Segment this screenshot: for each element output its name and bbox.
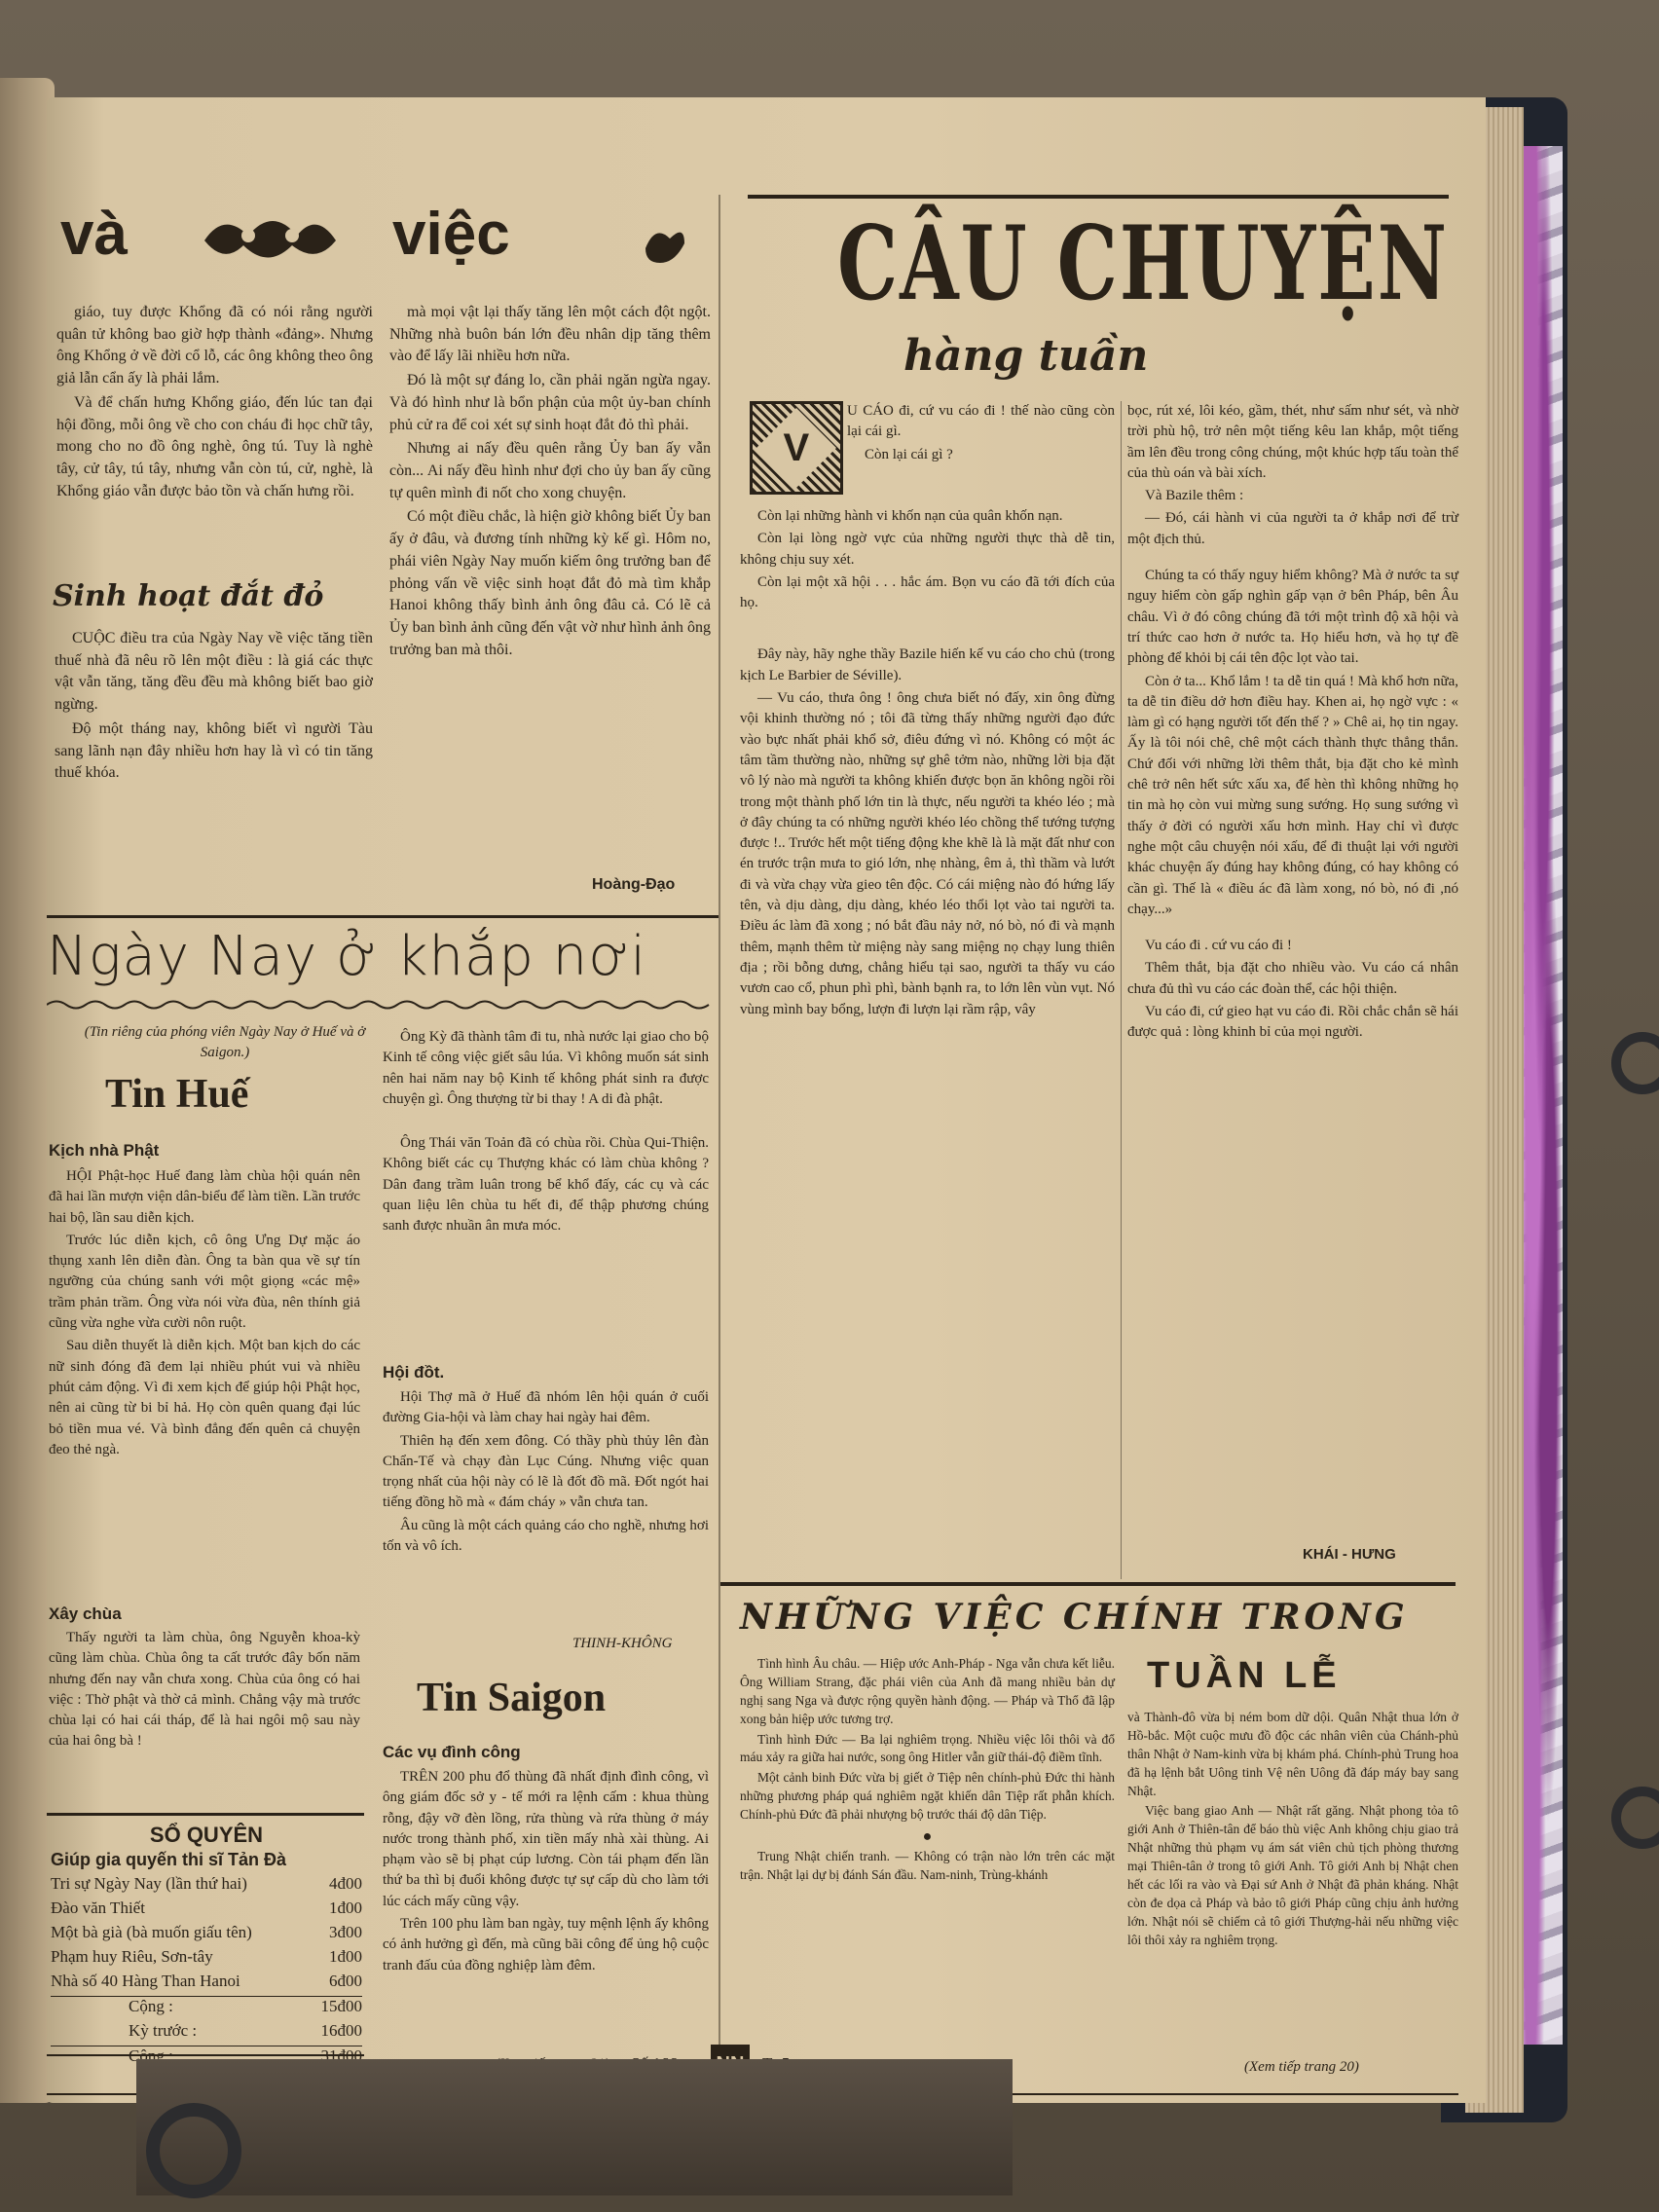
divider (720, 1582, 1456, 1586)
paragraph: Nhưng ai nấy đều quên rằng Ủy ban ấy vẫn còn... Ai nấy đều hình như đợi cho ủy ban ấy cũng tự quên mình đi nốt cho xong chuyện. (389, 440, 711, 501)
section-title-va: và (60, 201, 128, 268)
divider (47, 915, 719, 918)
xay-chua-heading: Xây chùa (49, 1604, 122, 1623)
flourish-icon (641, 224, 689, 267)
section-title-viec: việc (392, 201, 510, 268)
paragraph: Còn ở ta... Khổ lắm ! ta dễ tin quá ! Mà khổ hơn nữa, ta dễ tin điều dở hơn điều hay. Khen ai, họ ngờ vực : « làm gì có hạng người tốt đến thế ? » Chê ai, họ tin ngay. Ấy là tôi nói chê, chê một cách thành thực thẳng thắn. Chứ đối với những lời thêm thắt, bịa đặt cho kẻ mình chê trở nên hết sức xấu xa, để hèn thì không những họ tin mà họ còn vui mừng sung sướng. Họ sung sướng vì thấy ở đời có người xấu hơn mình. Hay chỉ vì được nghe một câu chuyện nói xấu, để đi thuật lại với người khác chuyện ấy đúng hay không đúng, có hay không có cần gì. Thế là « điều ác đã làm xong, nó bò, nó đi ,nó chạy...» (1127, 673, 1458, 917)
tuan-le-title: TUẦN LỄ (1147, 1655, 1342, 1696)
paragraph: Vu cáo đi, cứ gieo hạt vu cáo đi. Rồi chắc chắn sẽ hái được quả : lòng khinh bỉ của mọi người. (1127, 1004, 1458, 1041)
intro-column-1 (56, 302, 373, 504)
paragraph: Trước lúc diễn kịch, cô ông Ưng Dự mặc áo thụng xanh lên diễn đàn. Ông ta bàn qua về sự tín ngưỡng của chúng sanh với một giọng «các mệ» trầm phản trầm. Ông vừa nói vừa đùa, nên thính giả cũng vừa nghe vừa cười nôn ruột. (49, 1232, 360, 1332)
paragraph: Còn lại một xã hội . . . hắc ám. Bọn vu cáo đã tới đích của họ. (740, 573, 1115, 611)
paragraph: HỘI Phật-học Huế đang làm chùa hội quán nên đã hai lần mượn viện dân-biểu để làm tiền. Lần trước hai bộ, lần sau diễn kịch. (49, 1168, 360, 1226)
paragraph: Thấy người ta làm chùa, ông Nguyễn khoa-kỳ cũng làm chùa. Chùa ông ta cất trước đây bốn năm nhưng đến nay vẫn chưa xong. Chùa của ông có hai việc : Thờ phật và thờ cả mình. Chẳng vậy mà trước chùa lại có hai cái tháp, để là hai ngôi mộ sau này của hai ông bà ! (49, 1630, 360, 1750)
nhung-viec-column-1 (740, 1655, 1115, 1887)
divider (47, 1813, 364, 1816)
so-quyen-box (51, 1823, 362, 2071)
donation-row: Phạm huy Riêu, Sơn-tây 1đ00 (51, 1947, 362, 1966)
paragraph: Tình hình Âu châu. — Hiệp ước Anh-Pháp - Nga vẫn chưa kết liễu. Ông William Strang, đặc phái viên của Anh đã mang nhiều bản dự nghị sang Nga và được rộng quyền hành động. — Pháp và Thổ đã lập xong bản hiệp ước tương trợ. (740, 1656, 1115, 1726)
donation-list (51, 1874, 362, 2071)
paragraph: giáo, tuy được Khổng đã có nói rằng người quân tử không bao giờ hợp thành «đảng». Nhưng ông Khổng ở về đời cổ lỗ, các ông không theo ông giả lẫn cẩn ấy là phải lắm. (56, 304, 373, 387)
paragraph: CUỘC điều tra của Ngày Nay về việc tăng tiền thuế nhà đã nêu rõ lên một điều : là giá các thực vật vẫn tăng, tăng đều đều mà không biết bao giờ ngừng. (55, 630, 373, 714)
cau-chuyen-title: CÂU CHUYỆN (837, 204, 1450, 324)
ngay-nay-column-2 (383, 1027, 709, 1239)
paragraph: Vu cáo đi . cứ vu cáo đi ! (1145, 938, 1292, 954)
drop-cap-box (750, 401, 843, 495)
donation-row: Tri sự Ngày Nay (lần thứ hai) 4đ00 (51, 1874, 362, 1893)
drop-cap-letter: V (783, 425, 810, 469)
donation-row: Một bà già (bà muốn giấu tên) 3đ00 (51, 1923, 362, 1941)
wave-divider (47, 998, 719, 1012)
newspaper-page (47, 97, 1486, 2103)
paragraph: Ông Thái văn Toản đã có chùa rồi. Chùa Qui-Thiện. Không biết các cụ Thượng khác có làm chùa không ? Dân đang trầm luân trong bể khổ đấy, các cụ và các quan liệu lên chùa tu hết đi, để thập phương chúng sanh được nhuần ân mưa móc. (383, 1135, 709, 1235)
paragraph: Việc bang giao Anh — Nhật rất găng. Nhật phong tỏa tô giới Anh ở Thiên-tân để báo thù việc Anh không chịu giao trả Nhật những thủ phạm vụ ám sát viên chủ tịch phòng thương mại Thiên-tân ở trong tô giới Anh. Tô giới Anh bị Nhật chen hết các lối ra vào và Đại sứ Anh ở Nhật đã phản kháng. Nhật còn đe dọa cả Pháp và bảo tô giới Pháp cũng chịu ảnh hưởng lớn. Nhật nói sẽ chiếm cả tô giới Thượng-hải nếu những việc lôi thôi xảy ra nghiêm trọng. (1127, 1803, 1458, 1947)
sinh-hoat-text (55, 628, 373, 787)
paragraph: Còn lại những hành vi khốn nạn của quân khốn nạn. (757, 508, 1063, 524)
donation-subtotal: Cộng : 15đ00 (129, 1997, 362, 2015)
dinh-cong-text (383, 1767, 709, 1978)
hoi-dot-heading: Hội đồt. (383, 1363, 445, 1382)
sinh-hoat-heading: Sinh hoạt đắt đỏ (53, 579, 324, 613)
tin-saigon-heading: Tin Saigon (417, 1676, 607, 1720)
donation-row: Nhà số 40 Hàng Than Hanoi 6đ00 (51, 1972, 362, 1997)
divider (748, 195, 1449, 199)
paragraph: U CÁO đi, cứ vu cáo đi ! thế nào cũng còn lại cái gì. (847, 403, 1115, 440)
paragraph: Trên 100 phu làm ban ngày, tuy mệnh lệnh ấy không có ảnh hưởng gì đến, mà cũng bãi công để ủng hộ cuộc tranh đấu của đồng nghiệp làm đêm. (383, 1916, 709, 1973)
nhung-viec-column-2 (1127, 1709, 1458, 1952)
paragraph: Hội Thợ mã ở Huế đã nhóm lên hội quán ở cuối đường Gia-hội và làm chay hai ngày hai đêm. (383, 1389, 709, 1426)
paragraph: Đây này, hãy nghe thầy Bazile hiến kế vu cáo cho chủ (trong kịch Le Barbier de Séville). (740, 646, 1115, 683)
paragraph: Một cảnh binh Đức vừa bị giết ở Tiệp nên chính-phủ Đức thi hành những phương pháp quá nghiêm ngặt khiến dân Tiệp rất phẫn khích. Chính-phủ Đức đã phải nhượng bộ trước thái độ dân Tiệp. (740, 1770, 1115, 1823)
paragraph: mà mọi vật lại thấy tăng lên một cách đột ngột. Những nhà buôn bán lớn đều nhân dịp tăng thêm vào để lấy lãi nhiều hơn nữa. (389, 304, 711, 365)
xay-chua-text (49, 1628, 360, 1754)
drop-cap-diamond (756, 408, 836, 488)
paragraph: Và để chấn hưng Khổng giáo, đến lúc tan đại hội đồng, mỗi ông về cho con cháu đi học chữ tây, mong cho no đồ ông nghè, ông tú. Tuy là nghè tây, cử tây, tú tây, nhưng vẫn còn tú, cử, nghè, là Khổng giáo vẫn được bảo tồn và chấn hưng rồi. (56, 393, 373, 499)
paragraph: — Vu cáo, thưa ông ! ông chưa biết nó đấy, xin ông đừng vội khinh thường nó ; tôi đã từng thấy những người đạo đức vào bực nhất phải khổ sở, điêu đứng vì nó. Không có một ác tâm tầm thường nào, những sự ghê tởm nào, những lời bịa đặt vô lý nào mà người ta không khiến được bọn ăn không ngồi rồi trong một thành phố lớn tin là thực, nếu người ta khéo léo ; mà ở đây chúng ta có những người khéo léo chồng thể tướng tượng được !.. Trước hết một tiếng động khe khẽ là là mặt đất như con én trước trận mưa to gió lớn, nhẹ nhàng, êm ả, thì thầm và lướt đi và vừa chạy vừa gieo tên độc. Có cái miệng nào đó hứng lấy tên, và dịu dàng, dịu dàng, khéo léo thổi lọt vào tai người ta. Điều ác làm đã xong ; nó bắt đầu nảy nở, nó bò, nó đi và mạnh thêm, mạnh thêm từ miệng này sang miệng nọ chạy lung thiên địa ; rồi bỗng dưng, chẳng hiểu tại sao, người ta thấy vu cáo vươn cao cổ, phun phì phì, bành bạnh ra, to lớn lên vùn vụt. Nó vùng mình bay bổng, lượn đi lượn lại rầm rập, vây (740, 690, 1115, 1017)
paragraph: TRÊN 200 phu đổ thùng đã nhất định đình công, vì ông giám đốc sở y - tế mới ra lệnh cấm : khua thùng rỗng, đậy vỡ đèn lồng, rửa thùng và rửa thùng ở máy nước trong thành phố, xin tiền mấy nhà xài thùng. Ai phạm vào sẽ bị phạt cúp lương. Còn tái phạm đến lần thứ ba thì bị đuổi không được tự sự cấp dù cho làm tới lúc cách mấy cũng vậy. (383, 1769, 709, 1909)
intro-column-2 (389, 302, 711, 664)
paragraph: Đó là một sự đáng lo, cần phải ngăn ngừa ngay. Và đó hình như là bổn phận của một ủy-ban chính phủ cử ra để coi xét sự sinh hoạt đắt đỏ thì phải. (389, 372, 711, 433)
signature-thinh-khong: THINH-KHÔNG (572, 1636, 673, 1651)
nhung-viec-title: NHỮNG VIỆC CHÍNH TRONG (740, 1597, 1409, 1638)
divider (47, 2054, 364, 2056)
ngay-nay-subtitle: (Tin riêng của phóng viên Ngày Nay ở Huế và ở Saigon.) (84, 1024, 366, 1061)
paragraph: Âu cũng là một cách quảng cáo cho nghề, nhưng hơi tốn và vô ích. (383, 1517, 709, 1555)
paragraph: Và Bazile thêm : (1145, 488, 1244, 504)
paragraph: Chúng ta có thấy nguy hiểm không? Mà ở nước ta sự nguy hiểm còn gấp nghìn gấp vạn ở bên Pháp, bên Âu châu. Vì ở đó công chúng đã tới một trình độ xã hội và trí thức cao hơn ở nước ta. Họ hiểu hơn, và họ tự đề phòng để khỏi bị cái tên độc lọt vào tai. (1127, 568, 1458, 667)
signature-hoang-dao: Hoàng-Đạo (592, 876, 676, 893)
paragraph: — Đó, cái hành vi của người ta ở khắp nơi để trừ một địch thủ. (1127, 510, 1458, 547)
paragraph: Ông Kỳ đã thành tâm đi tu, nhà nước lại giao cho bộ Kinh tế công việc giết sâu lúa. Vì không muốn sát sinh nên hai năm nay bộ Kinh tế không phát sinh ra được chuyện gì. Ông thượng từ bi thay ! A di đà phật. (383, 1029, 709, 1107)
paragraph: Độ một tháng nay, không biết vì người Tàu sang lãnh nạn đây nhiều hơn hay là vì có tin tăng thuế khóa. (55, 719, 373, 782)
desk-foreground (136, 2059, 1013, 2195)
column-divider (1121, 401, 1122, 1579)
ngay-nay-title: Ngày Nay ở khắp nơi (47, 925, 647, 988)
hoi-dot-text (383, 1387, 709, 1559)
tin-hue-heading: Tin Huế (105, 1072, 249, 1117)
donation-previous: Kỳ trước : 16đ00 (51, 2021, 362, 2046)
cau-chuyen-column-2 (1127, 401, 1458, 1046)
kich-nha-phat-text (49, 1166, 360, 1462)
dinh-cong-heading: Các vụ đình công (383, 1743, 521, 1761)
paragraph: Còn lại cái gì ? (865, 446, 953, 462)
paragraph: bọc, rút xé, lôi kéo, gầm, thét, như sấm như sét, và nhờ trời phù hộ, trở nên một tiếng kêu lan khắp, một tiếng ầm lên đều trong công chúng, một khúc hợp tấu toàn thể của thù oán và bài xích. (1127, 403, 1458, 481)
binder-ring (146, 2103, 241, 2198)
paragraph: Trung Nhật chiến tranh. — Không có trận nào lớn trên các mặt trận. Nhật lại dự bị đánh Sán đầu. Nam-ninh, Trùng-khánh (740, 1849, 1115, 1883)
continued-note: (Xem tiếp trang 20) (1244, 2059, 1359, 2075)
cau-chuyen-lead (847, 401, 1115, 467)
bullet-separator: ● (922, 1828, 933, 1846)
hang-tuan-subtitle: hàng tuần (903, 331, 1149, 381)
paragraph: Thiên hạ đến xem đông. Có thầy phù thủy lên đàn Chẩn-Tế và chạy đàn Lục Cúng. Nhưng việc quan trọng nhất của hội này có lẽ là đốt đồ mã. Đốt ngót hai tiếng đồng hồ mà « đám cháy » vẫn chưa tan. (383, 1432, 709, 1511)
signature-khai-hung: KHÁI - HƯNG (1303, 1546, 1396, 1563)
kich-nha-phat-heading: Kịch nhà Phật (49, 1141, 160, 1160)
paragraph: Có một điều chắc, là hiện giờ không biết Ủy ban ấy ở đâu, và đương tính những kỳ kế gì. Hôm no, phái viên Ngày Nay muốn kiếm ông trưởng ban để phỏng vấn về việc sinh hoạt đắt đỏ mà tìm khắp Hanoi không thấy bình ảnh ông đâu cả. Có lẽ cả Ủy ban bình ảnh cũng đến vật vờ như hình ảnh ông trưởng ban mà thôi. (389, 508, 711, 658)
so-quyen-heading: Giúp gia quyến thi sĩ Tản Đà (51, 1850, 287, 1869)
ornament-icon (195, 206, 341, 265)
paragraph: và Thành-đô vừa bị ném bom dữ dội. Quân Nhật thua lớn ở Hồ-bắc. Một cuộc mưu đồ độc các nhân viên của Chánh-phủ thân Nhật ở Nam-kinh vừa bị khám phá. Chính-phủ Trung hoa đã hạ lệnh bắt Uông tinh Vệ nên Uông đã đáp máy bay sang Nhật. (1127, 1710, 1458, 1798)
column-divider (719, 195, 720, 2103)
paragraph: Sau diễn thuyết là diễn kịch. Một ban kịch do các nữ sinh đóng đã đem lại nhiều phút vui và nhiều phút cảm động. Vì đi xem kịch để giúp hội Phật học, nên ai cũng từ bi bỉ hả. Họ còn quên quang đại lúc bỏ tiền mua vé. Và bình đẳng đến quên cả chuyện đeo thẻ ngà. (49, 1338, 360, 1457)
so-quyen-title: SỔ QUYÊN (149, 1823, 264, 1847)
paragraph: Còn lại lòng ngờ vực của những người thực thà dễ tin, không chịu suy xét. (740, 531, 1115, 568)
paragraph: Thêm thắt, bịa đặt cho nhiều vào. Vu cáo cá nhân chưa đủ thì vu cáo các đoàn thể, các hội thiện. (1127, 960, 1458, 997)
cau-chuyen-column-1 (740, 506, 1115, 1022)
paragraph: Tình hình Đức — Ba lại nghiêm trọng. Nhiều việc lôi thôi và đổ máu xảy ra giữa hai nước, song ông Hitler vẫn giữ thái-độ điềm tĩnh. (740, 1731, 1115, 1765)
donation-row: Đào văn Thiết 1đ00 (51, 1899, 362, 1917)
